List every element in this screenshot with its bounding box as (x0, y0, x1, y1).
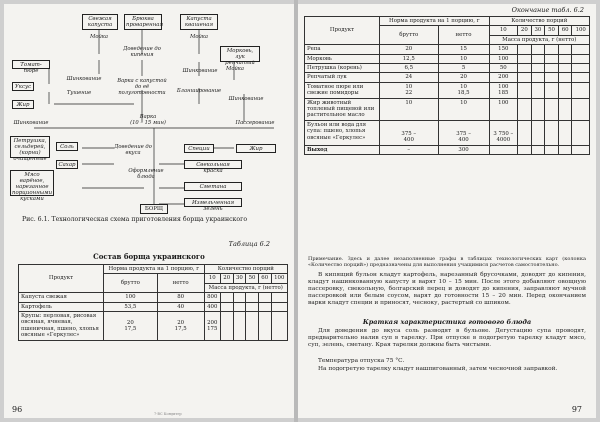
cell-product: Репа (305, 45, 380, 54)
paragraph-1 (308, 272, 586, 307)
label-bring-to-boil: Доведение до кипения (123, 46, 161, 58)
box-sugar: Сахар (56, 160, 78, 169)
box-beet-dye: Свекольная краска (184, 160, 242, 169)
box-borsch: БОРЩ (140, 204, 168, 214)
paragraph-text: Температура отпуска 75 °С. (318, 358, 405, 364)
th-portion: 20 (518, 26, 532, 35)
label-wash-3: Мойка (226, 66, 244, 72)
box-pickled-cabbage: Капуста квашеная (180, 14, 218, 30)
cell-product: Крупы: перловая, рисовая овсяная, ячневая, пшеничная, пшено, хлопья овсяные «Геркулес» (19, 312, 104, 341)
table-note: Примечание. Здесь и далее незаполненные графы в таблицах технологических карт (колонка «Количество порций») предназначены для выполнения учащимися расчетов самостоятельно. (308, 256, 586, 268)
box-roots: Петрушка, сельдерей, (корни) очищенные (10, 136, 50, 158)
th-norm: Норма продукта на 1 порцию, г (104, 265, 205, 274)
cell-gross: 12,5 (380, 54, 439, 63)
cell-p10: 3 750 – 4000 (489, 120, 517, 145)
cell-net: 15 (438, 45, 489, 54)
th-portion: 30 (233, 274, 246, 283)
table-row (305, 54, 590, 63)
table-row (19, 302, 288, 311)
cell-net: 80 (157, 293, 204, 302)
th-portion: 50 (246, 274, 259, 283)
cell-product: Морковь (305, 54, 380, 63)
box-salt: Соль (56, 142, 78, 151)
table-row (19, 293, 288, 302)
box-greens: Измельченная зелень (184, 198, 242, 207)
box-swede: Брюква проваренная (126, 16, 164, 28)
figure-caption: Рис. 6.1. Технологическая схема приготовления борща украинского (22, 216, 248, 223)
cell-gross: 20 17,5 (104, 312, 158, 341)
label-wash-2: Мойка (190, 34, 208, 40)
th-portion: 100 (271, 274, 287, 283)
cell-gross: 24 (380, 73, 439, 82)
th-count: Количество порций (204, 265, 287, 274)
cell-net: 10 (438, 98, 489, 120)
table-title: Состав борща украинского (93, 252, 205, 261)
cell-product: Картофель (19, 302, 104, 311)
paragraph-3 (308, 358, 586, 365)
table-row (305, 73, 590, 82)
label-wash-1: Мойка (90, 34, 108, 40)
cell-product: Выход (305, 145, 380, 154)
page-number-left: 96 (12, 405, 23, 414)
cell-gross: – (380, 145, 439, 154)
label-shred-3: Шинкование (228, 96, 264, 102)
table-row (305, 45, 590, 54)
box-meat: Мясо варёное, нарезанное порционными кусками (12, 172, 53, 202)
cell-p10: 400 (204, 302, 220, 311)
cell-net: 20 17,5 (157, 312, 204, 341)
paragraph-4 (308, 366, 586, 373)
label-shred-2: Шинкование (182, 68, 218, 74)
table-row (305, 120, 590, 145)
th-product: Продукт (19, 265, 104, 293)
paragraph-text: На подогретую тарелку кладут нашпигованный, затем чесночной заправкой. (318, 366, 558, 372)
table-row (305, 82, 590, 98)
cell-net: 20 (438, 73, 489, 82)
cell-gross: 20 (380, 45, 439, 54)
th-portion: 30 (531, 26, 545, 35)
box-fat-2: Жир (236, 144, 276, 153)
page-number-right: 97 (571, 405, 582, 414)
cell-gross: 53,5 (104, 302, 158, 311)
label-blanch: Бланширование (176, 88, 222, 94)
table-row (19, 312, 288, 341)
cell-net: 375 – 400 (438, 120, 489, 145)
cell-product: Томатное пюре или свежие помидоры (305, 82, 380, 98)
th-portion: 10 (204, 274, 220, 283)
right-page (298, 4, 596, 418)
paragraph-text: Для доведения до вкуса соль разводят в бульоне. Дегустацию супа проводят, предварительно налив суп в тарелку. При отпуске в подогретую тарелку кладут мясо, суп, зелень, сметану. Края тарелки должны быть чистыми. (308, 328, 586, 348)
table-number: Таблица 6.2 (228, 240, 270, 248)
cell-net: 300 (438, 145, 489, 154)
cell-p10: 800 (204, 293, 220, 302)
cell-p10: 100 (489, 54, 517, 63)
th-count: Количество порций (489, 17, 589, 26)
left-page (4, 4, 294, 418)
table-row (305, 145, 590, 154)
cell-product: Бульон или вода для супа: пшено, хлопья овсяные «Геркулес» (305, 120, 380, 145)
th-gross: брутто (104, 274, 158, 293)
box-smetana: Сметана (184, 182, 242, 191)
flowchart (4, 4, 294, 219)
cell-gross: 10 22 (380, 82, 439, 98)
label-taste: Доведение до вкуса (114, 144, 152, 156)
box-carrot: Морковь, лук репчатый (220, 46, 260, 62)
cell-p10: 100 185 (489, 82, 517, 98)
th-portion: 60 (258, 274, 271, 283)
label-passir: Пассерование (235, 120, 275, 126)
cell-net: 40 (157, 302, 204, 311)
th-mass: Масса продукта, г (нетто) (489, 35, 589, 44)
composition-table-continued (304, 16, 590, 155)
table-row (305, 64, 590, 73)
cell-gross: 100 (104, 293, 158, 302)
label-design: Оформление блюда (128, 168, 164, 180)
paragraph-text: В кипящий бульон кладут картофель, нарезанный брусочками, доводят до кипения, кладут нашинкованную капусту и варят 10 – 15 мин. После этого добавляют овощную пассеровку, свекольную, болгарский перец и доводят до кипения, заправляют мучной пассеровкой или белым соусом, варят до готовности 15 – 20 мин. Перед окончанием варки кладут специи и приносят, чесноку, растертый со шпиком. (308, 272, 586, 306)
cell-net: 10 18,5 (438, 82, 489, 98)
cell-gross: 10 (380, 98, 439, 120)
th-norm: Норма продукта на 1 порцию, г (380, 17, 490, 26)
cell-p10: 100 (489, 98, 517, 120)
th-mass: Масса продукта, г (нетто) (204, 283, 287, 292)
box-vinegar: Уксус (12, 82, 34, 91)
label-stew: Тушение (66, 90, 92, 96)
cell-p10: 200 175 (204, 312, 220, 341)
th-portion: 50 (545, 26, 559, 35)
th-portion: 100 (572, 26, 590, 35)
cell-p10 (489, 145, 517, 154)
cell-p10: 150 (489, 45, 517, 54)
cell-product: Петрушка (корень) (305, 64, 380, 73)
cell-p10: 50 (489, 64, 517, 73)
cell-net: 10 (438, 54, 489, 63)
cell-product: Жир животный топленый пищевой или растительное масло (305, 98, 380, 120)
th-portion: 20 (220, 274, 233, 283)
cell-p10: 200 (489, 73, 517, 82)
label-shred-left: Шинкование (13, 120, 49, 126)
label-cook-cabbage: Варка с капустой до её полуготовности (117, 78, 167, 96)
th-product: Продукт (305, 17, 380, 45)
running-header: Окончание табл. 6.2 (511, 6, 584, 14)
th-portion: 60 (558, 26, 572, 35)
paragraph-2 (308, 328, 586, 349)
table-row (305, 98, 590, 120)
cell-net: 5 (438, 64, 489, 73)
cell-product: Репчатый лук (305, 73, 380, 82)
footer-mark: 7-ВС Кондитер (154, 412, 182, 416)
subheading: Краткая характеристика готового блюда (362, 318, 532, 326)
cell-product: Капуста свежая (19, 293, 104, 302)
th-net: нетто (157, 274, 204, 293)
box-spices: Специи (184, 144, 214, 153)
box-tomato: Томат-пюре (12, 60, 50, 69)
cell-gross: 375 – 400 (380, 120, 439, 145)
th-portion: 10 (489, 26, 517, 35)
box-fat: Жир (12, 100, 34, 109)
composition-table (18, 264, 288, 341)
cell-gross: 6,5 (380, 64, 439, 73)
label-shred-1: Шинкование (66, 76, 102, 82)
label-time: (10 – 15 мин) (130, 120, 166, 126)
th-gross: брутто (380, 26, 439, 45)
th-net: нетто (438, 26, 489, 45)
label-varka: Варка (139, 114, 157, 120)
box-fresh-cabbage: Свежая капуста (82, 14, 118, 30)
